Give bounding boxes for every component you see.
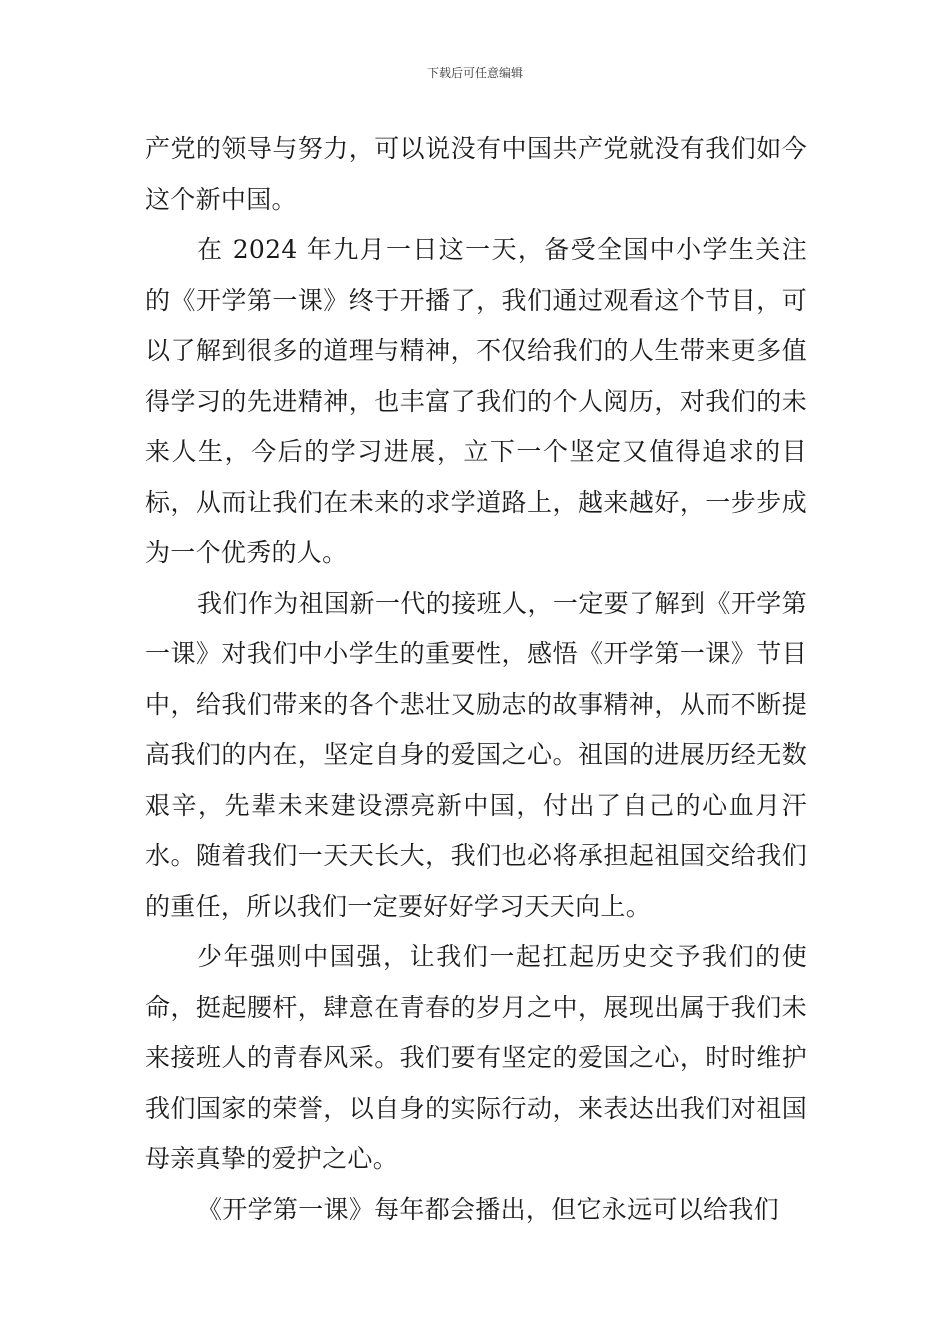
page-header: 下载后可任意编辑 (426, 66, 523, 80)
document-body (145, 124, 807, 1235)
paragraph-2: 在 2024 年九月一日这一天，备受全国中小学生关注的《开学第一课》终于开播了，我们通过观看这个节目，可以了解到很多的道理与精神，不仅给我们的人生带来更多值得学习的先进精神，也丰富了我们的个人阅历，对我们的未来人生，今后的学习进展，立下一个坚定又值得追求的目标，从而让我们在未来的求学道路上，越来越好，一步步成为一个优秀的人。 (145, 235, 807, 567)
paragraph-4: 少年强则中国强，让我们一起扛起历史交予我们的使命，挺起腰杆，肆意在青春的岁月之中，展现出属于我们未来接班人的青春风采。我们要有坚定的爱国之心，时时维护我们国家的荣誉，以自身的实际行动，来表达出我们对祖国母亲真挚的爱护之心。 (145, 942, 807, 1173)
paragraph-1: 产党的领导与努力，可以说没有中国共产党就没有我们如今这个新中国。 (145, 134, 807, 214)
paragraph-3: 我们作为祖国新一代的接班人，一定要了解到《开学第一课》对我们中小学生的重要性，感悟《开学第一课》节目中，给我们带来的各个悲壮又励志的故事精神，从而不断提高我们的内在，坚定自身的爱国之心。祖国的进展历经无数艰辛，先辈未来建设漂亮新中国，付出了自己的心血月汗水。随着我们一天天长大，我们也必将承担起祖国交给我们的重任，所以我们一定要好好学习天天向上。 (145, 588, 807, 921)
paragraph-5: 《开学第一课》每年都会播出，但它永远可以给我们 (197, 1194, 779, 1224)
